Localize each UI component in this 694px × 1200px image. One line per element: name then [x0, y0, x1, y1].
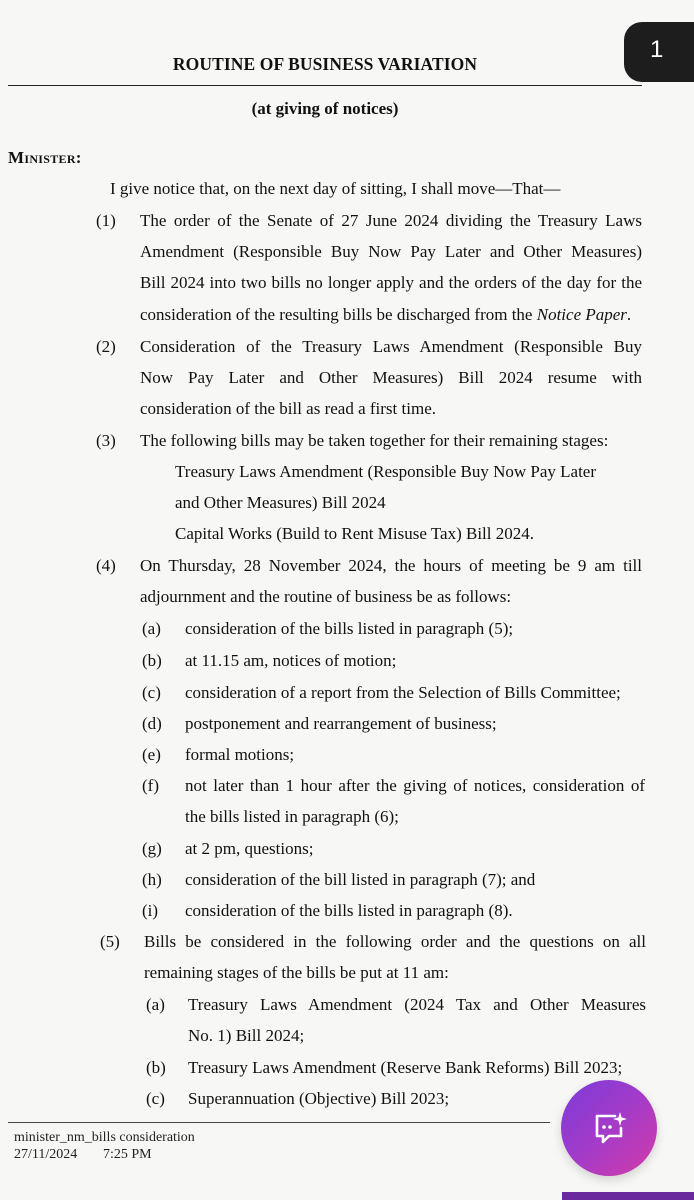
para-3-number: (3): [96, 431, 116, 450]
para-4-line: adjournment and the routine of business be as follows:: [140, 587, 512, 606]
sub-item-label: (i): [142, 901, 159, 920]
document-title: ROUTINE OF BUSINESS VARIATION: [172, 54, 478, 74]
sub-item-label: (c): [146, 1089, 165, 1108]
sub-item-text: not later than 1 hour after the giving of notices, consideration of: [185, 776, 645, 795]
sub-item-label: (g): [142, 839, 162, 858]
sub-item-label: (b): [142, 651, 162, 670]
footer-rule: [8, 1122, 550, 1123]
sub-item-label: (c): [142, 683, 161, 702]
sub-item-label: (a): [146, 995, 165, 1014]
sub-item-text: consideration of the bill listed in paragraph (7); and: [185, 870, 536, 889]
speaker-label: Minister:: [8, 148, 82, 167]
sub-item-text: at 2 pm, questions;: [185, 839, 314, 858]
para-4-number: (4): [96, 556, 116, 575]
para-2-number: (2): [96, 337, 116, 356]
para-5-number: (5): [100, 932, 120, 951]
sub-item-text: formal motions;: [185, 745, 295, 764]
notice-paper-italic: Notice Paper: [536, 305, 627, 324]
footer-time: 7:25 PM: [103, 1147, 152, 1162]
sub-item-label: (a): [142, 619, 161, 638]
bill-name: Treasury Laws Amendment (Responsible Buy Now Pay Later: [175, 462, 597, 481]
sub-item-text: consideration of a report from the Selection of Bills Committee;: [185, 683, 621, 702]
brand-logo-strip: [562, 1192, 694, 1200]
ai-assistant-button[interactable]: [561, 1080, 657, 1176]
sub-item-label: (f): [142, 776, 159, 795]
sub-item-text: consideration of the bills listed in paragraph (5);: [185, 619, 514, 638]
page-number: 1: [650, 36, 664, 63]
sub-item-label: (d): [142, 714, 162, 733]
para-5-line: Bills be considered in the following order and the questions on all: [144, 932, 646, 951]
sub-item-text: consideration of the bills listed in paragraph (8).: [185, 901, 513, 920]
para-1-period: .: [626, 305, 632, 324]
para-2-line: Consideration of the Treasury Laws Amendment (Responsible Buy: [140, 337, 642, 356]
para-1-line: Bill 2024 into two bills no longer apply and the orders of the day for the: [140, 273, 642, 292]
para-1-line: [140, 305, 631, 325]
footer-filename: minister_nm_bills consideration: [14, 1130, 195, 1145]
footer-date: 27/11/2024: [14, 1147, 78, 1162]
sub-item-label: (h): [142, 870, 162, 889]
sub-item-text: Superannuation (Objective) Bill 2023;: [188, 1089, 450, 1108]
sub-item-text: the bills listed in paragraph (6);: [185, 807, 399, 826]
document-subtitle: (at giving of notices): [251, 99, 399, 118]
sub-item-label: (b): [146, 1058, 166, 1077]
sub-item-text: No. 1) Bill 2024;: [188, 1026, 305, 1045]
sub-item-text: at 11.15 am, notices of motion;: [185, 651, 397, 670]
bill-name: Capital Works (Build to Rent Misuse Tax) Bill 2024.: [175, 524, 535, 543]
sub-item-text: Treasury Laws Amendment (Reserve Bank Reforms) Bill 2023;: [188, 1058, 623, 1077]
para-1-line: The order of the Senate of 27 June 2024 dividing the Treasury Laws: [140, 211, 642, 230]
para-1-line: Amendment (Responsible Buy Now Pay Later and Other Measures): [140, 242, 642, 261]
bill-name: and Other Measures) Bill 2024: [175, 493, 386, 512]
sub-item-label: (e): [142, 745, 161, 764]
sub-item-text: Treasury Laws Amendment (2024 Tax and Other Measures: [188, 995, 646, 1014]
ai-chat-sparkle-icon: [589, 1108, 629, 1148]
intro-text: I give notice that, on the next day of sitting, I shall move—That—: [110, 179, 561, 198]
para-1-text: consideration of the resulting bills be discharged from the: [140, 305, 537, 324]
para-4-line: On Thursday, 28 November 2024, the hours of meeting be 9 am till: [140, 556, 642, 575]
title-rule: [8, 85, 642, 86]
para-5-line: remaining stages of the bills be put at 11 am:: [144, 963, 449, 982]
para-2-line: Now Pay Later and Other Measures) Bill 2024 resume with: [140, 368, 642, 387]
para-2-line: consideration of the bill as read a first time.: [140, 399, 436, 418]
sub-item-text: postponement and rearrangement of business;: [185, 714, 497, 733]
para-1-number: (1): [96, 211, 116, 230]
para-3-line: The following bills may be taken together for their remaining stages:: [140, 431, 609, 450]
